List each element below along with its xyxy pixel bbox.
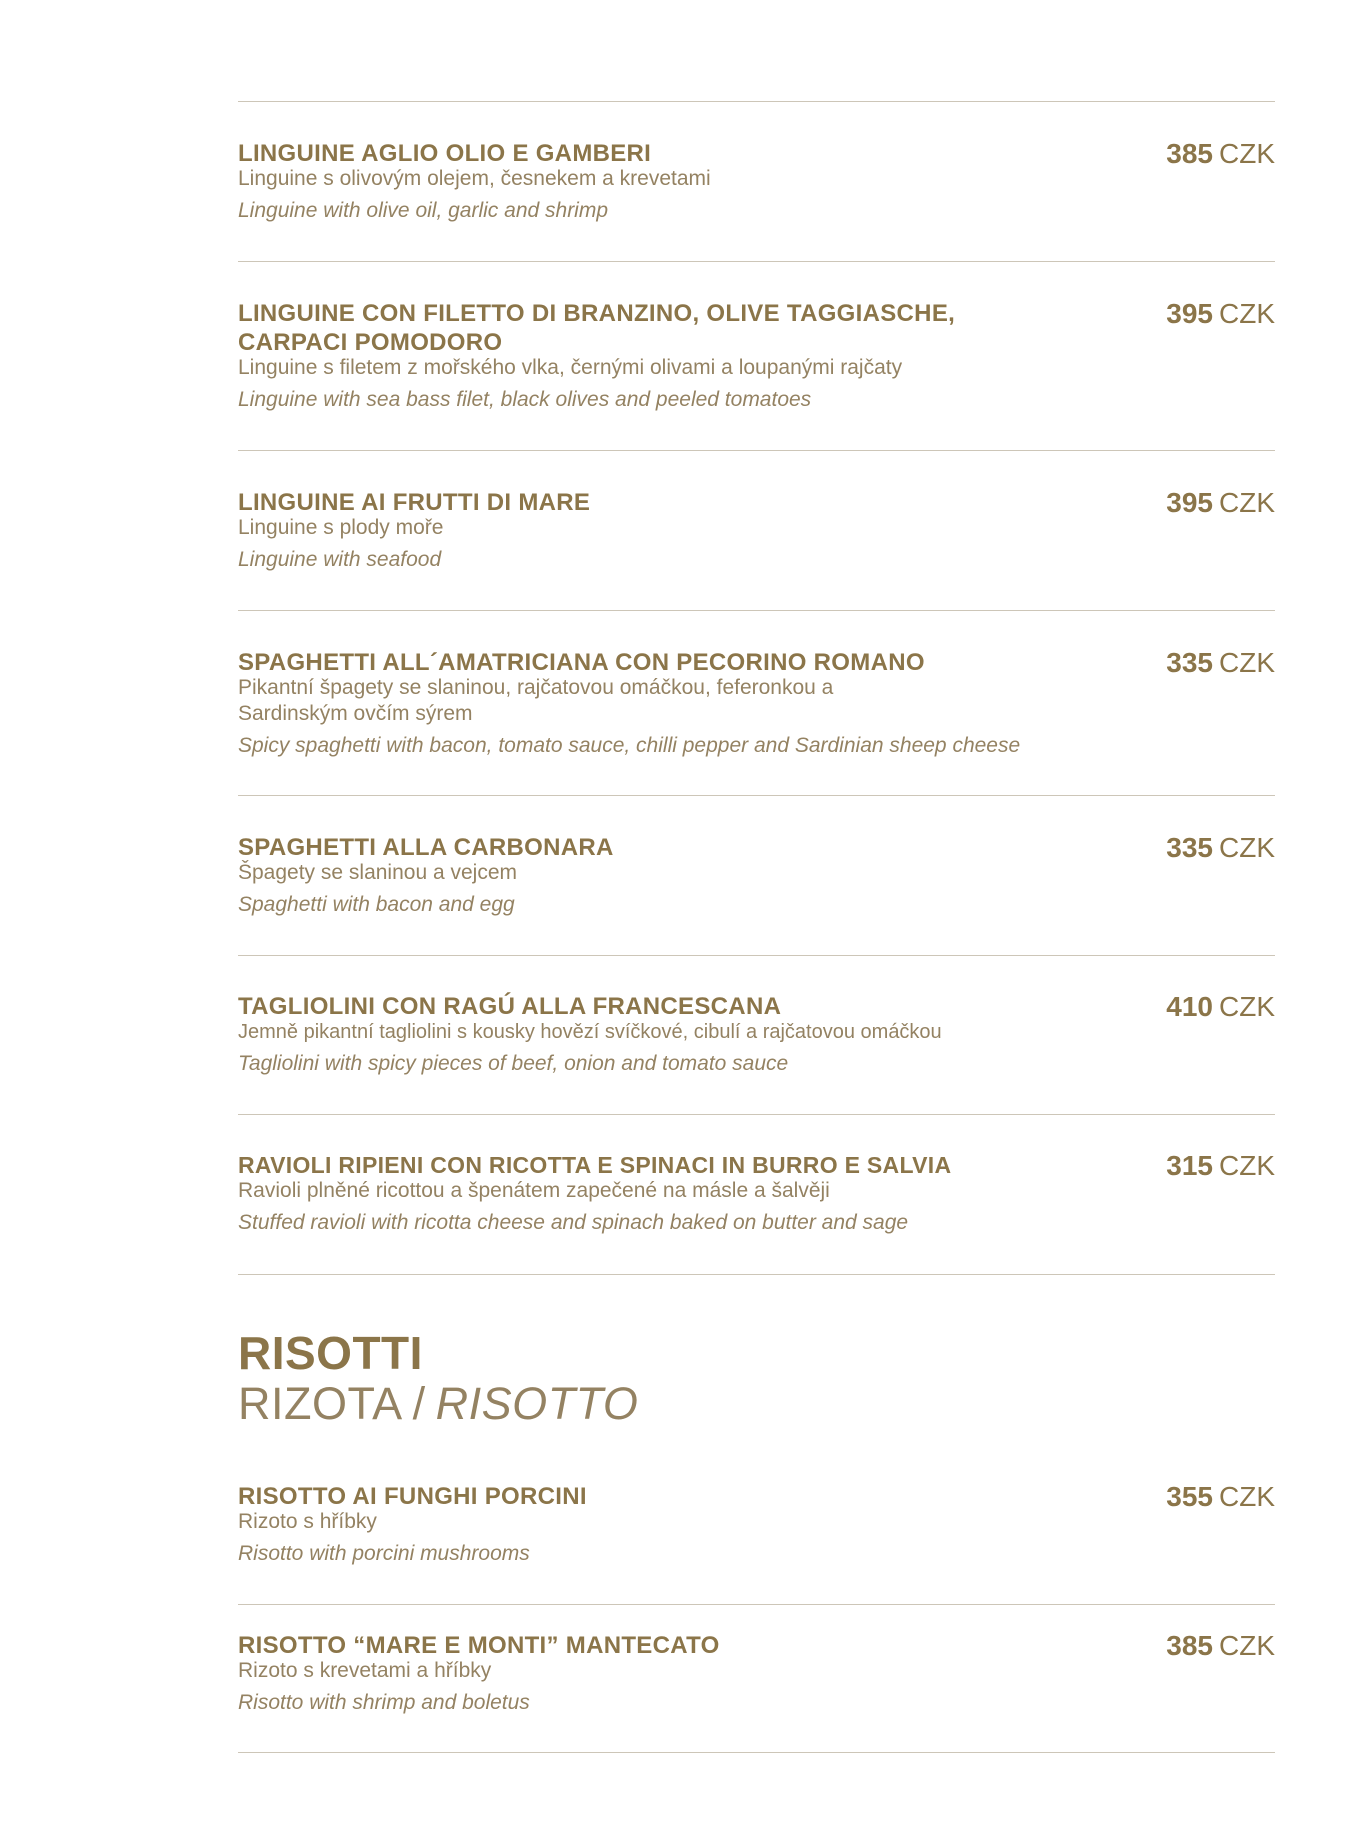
item-name: LINGUINE AI FRUTTI DI MARE <box>238 489 591 516</box>
item-description-cz: Jemně pikantní tagliolini s kousky hovězí svíčkové, cibulí a rajčatovou omáčkou <box>238 1021 942 1043</box>
menu-item <box>238 833 1275 918</box>
price-amount: 395 <box>1166 487 1213 518</box>
menu-item <box>238 139 1275 224</box>
price-amount: 355 <box>1166 1481 1213 1512</box>
item-description-en: Linguine with sea bass filet, black olives and peeled tomatoes <box>238 388 812 411</box>
menu-item <box>238 992 1275 1077</box>
divider <box>238 450 1275 451</box>
divider <box>238 1752 1275 1753</box>
item-description-en: Spicy spaghetti with bacon, tomato sauce, chilli pepper and Sardinian sheep cheese <box>238 734 1021 757</box>
item-name: SPAGHETTI ALL´AMATRICIANA CON PECORINO ROMANO <box>238 649 925 676</box>
item-name: RISOTTO AI FUNGHI PORCINI <box>238 1483 587 1510</box>
item-price <box>1166 1149 1275 1183</box>
section-title: RISOTTI <box>238 1327 423 1379</box>
price-amount: 410 <box>1166 991 1213 1022</box>
section-subtitle-slash: / <box>412 1378 426 1429</box>
item-description-en: Linguine with olive oil, garlic and shrimp <box>238 199 609 222</box>
item-description-en: Stuffed ravioli with ricotta cheese and spinach baked on butter and sage <box>238 1211 909 1234</box>
divider <box>238 1604 1275 1605</box>
price-currency: CZK <box>1219 991 1275 1022</box>
item-price <box>1166 831 1275 865</box>
item-price <box>1166 297 1275 331</box>
divider <box>238 610 1275 611</box>
item-description-cz: Rizoto s hříbky <box>238 1510 377 1533</box>
section-subtitle-cz: RIZOTA <box>238 1378 403 1429</box>
price-currency: CZK <box>1219 1481 1275 1512</box>
item-price <box>1166 486 1275 520</box>
divider <box>238 795 1275 796</box>
menu-item <box>238 1151 1275 1236</box>
price-currency: CZK <box>1219 487 1275 518</box>
price-amount: 385 <box>1166 1630 1213 1661</box>
price-currency: CZK <box>1219 298 1275 329</box>
item-description-cz: Linguine s olivovým olejem, česnekem a krevetami <box>238 167 711 190</box>
item-name: RAVIOLI RIPIENI CON RICOTTA E SPINACI IN BURRO E SALVIA <box>238 1152 952 1178</box>
menu-item <box>238 648 1275 759</box>
item-price <box>1166 137 1275 171</box>
menu-item <box>238 299 1275 413</box>
divider <box>238 101 1275 102</box>
section-subtitle <box>238 1378 1275 1430</box>
price-amount: 385 <box>1166 138 1213 169</box>
item-description-en: Linguine with seafood <box>238 548 442 571</box>
price-currency: CZK <box>1219 1630 1275 1661</box>
item-description-cz: Rizoto s krevetami a hříbky <box>238 1659 492 1682</box>
price-amount: 315 <box>1166 1150 1213 1181</box>
price-currency: CZK <box>1219 138 1275 169</box>
price-amount: 335 <box>1166 647 1213 678</box>
item-name: RISOTTO “MARE E MONTI” MANTECATO <box>238 1632 720 1659</box>
price-amount: 395 <box>1166 298 1213 329</box>
divider <box>238 1114 1275 1115</box>
item-description-cz: Linguine s filetem z mořského vlka, černými olivami a loupanými rajčaty <box>238 356 903 379</box>
item-name: SPAGHETTI ALLA CARBONARA <box>238 834 614 861</box>
item-description-en: Risotto with porcini mushrooms <box>238 1542 530 1565</box>
menu-item <box>238 488 1275 573</box>
item-description-cz: Linguine s plody moře <box>238 516 444 539</box>
item-description-en: Tagliolini with spicy pieces of beef, onion and tomato sauce <box>238 1052 789 1075</box>
item-price <box>1166 646 1275 680</box>
divider <box>238 955 1275 956</box>
item-description-cz: Ravioli plněné ricottou a špenátem zapečené na másle a šalvěji <box>238 1179 830 1202</box>
section-heading-risotti <box>238 1328 1275 1430</box>
price-amount: 335 <box>1166 832 1213 863</box>
divider <box>238 1274 1275 1275</box>
item-description-cz: Špagety se slaninou a vejcem <box>238 861 517 884</box>
item-description-en: Spaghetti with bacon and egg <box>238 893 515 916</box>
section-subtitle-en: RISOTTO <box>435 1378 639 1429</box>
price-currency: CZK <box>1219 647 1275 678</box>
menu-item <box>238 1482 1275 1567</box>
price-currency: CZK <box>1219 832 1275 863</box>
menu-item <box>238 1631 1275 1716</box>
price-currency: CZK <box>1219 1150 1275 1181</box>
item-name: TAGLIOLINI CON RAGÚ ALLA FRANCESCANA <box>238 993 782 1020</box>
item-name: LINGUINE AGLIO OLIO E GAMBERI <box>238 140 652 167</box>
item-description-en: Risotto with shrimp and boletus <box>238 1691 530 1714</box>
item-description-cz: Pikantní špagety se slaninou, rajčatovou omáčkou, feferonkou a Sardinským ovčím sýrem <box>238 676 834 725</box>
item-price <box>1166 990 1275 1024</box>
divider <box>238 261 1275 262</box>
item-name: LINGUINE CON FILETTO DI BRANZINO, OLIVE TAGGIASCHE, CARPACI POMODORO <box>238 300 956 356</box>
item-price <box>1166 1629 1275 1663</box>
item-price <box>1166 1480 1275 1514</box>
